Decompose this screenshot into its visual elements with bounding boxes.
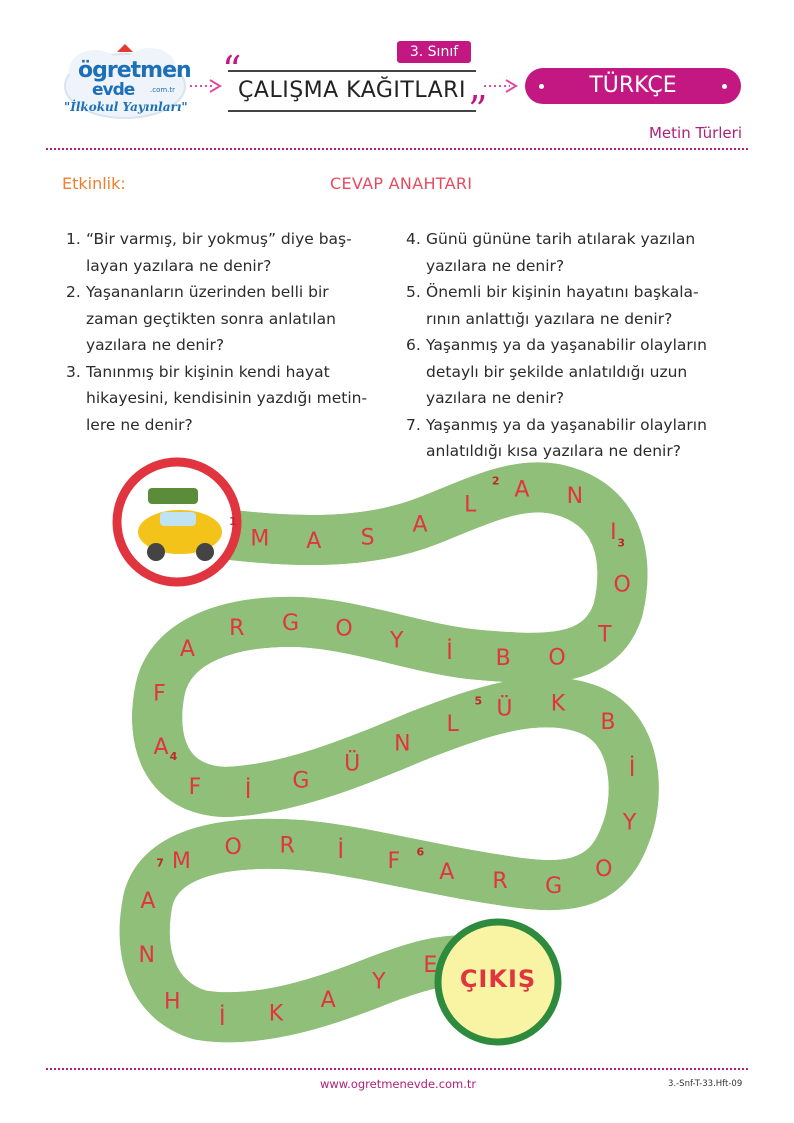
path-letter: M [171, 849, 191, 875]
quote-close-icon: ” [468, 88, 488, 132]
path-letter: A [412, 512, 428, 538]
path-letter: Y [622, 810, 637, 836]
exit-label: ÇIKIŞ [459, 965, 537, 993]
question-line: yazılara ne denir? [426, 389, 565, 407]
path-letter: İ [628, 756, 636, 782]
question-7 [406, 412, 756, 465]
divider-top [46, 148, 748, 150]
question-line: Günü gününe tarih atılarak yazılan [426, 230, 696, 248]
path-letter: Y [390, 628, 404, 654]
path-letter: O [613, 572, 631, 598]
path-letter: A [514, 477, 530, 503]
path-marker: 5 [474, 694, 483, 708]
question-number: 3. [66, 362, 81, 381]
path-letter: G [281, 610, 300, 636]
question-number: 5. [406, 283, 421, 301]
grade-badge: 3. Sınıf [397, 41, 471, 63]
question-line: yazılara ne denir? [86, 336, 225, 354]
path-letter: Y [372, 969, 386, 995]
path-letter: I [610, 519, 617, 545]
path-letter: A [320, 987, 336, 1013]
path-letter: T [598, 622, 612, 648]
path-letter: Ü [496, 696, 513, 722]
path-marker: 7 [156, 856, 164, 870]
path-letter: F [188, 774, 202, 800]
path-letter: S [360, 525, 375, 551]
subject-badge [525, 68, 741, 104]
question-line: Tanınmış bir kişinin kendi hayat [86, 362, 330, 381]
question-1 [66, 226, 386, 279]
footer-url: www.ogretmenevde.com.tr [320, 1077, 477, 1091]
question-line: zaman geçtikten sonra anlatılan [86, 309, 336, 328]
path-letter: İ [244, 779, 252, 805]
path-letter: L [446, 711, 459, 737]
question-4 [406, 226, 756, 279]
path-letter: R [229, 616, 245, 642]
path-marker: 3 [617, 536, 626, 550]
question-line: detaylı bir şekilde anlatıldığı uzun [426, 362, 688, 381]
question-3 [66, 359, 386, 439]
logo-subtitle: "İlkokul Yayınları" [64, 100, 188, 114]
question-line: hikayesini, kendisinin yazdığı metin- [86, 389, 368, 407]
path-letter: İ [446, 639, 453, 665]
dot-icon [539, 84, 544, 89]
path-letter: R [492, 868, 508, 894]
path-letter: G [292, 768, 310, 794]
path-letter: İ [218, 1006, 226, 1032]
question-line: Önemli bir kişinin hayatını başkala- [426, 283, 699, 301]
question-line: “Bir varmış, bir yokmuş” diye baş- [86, 230, 352, 248]
path-letter: A [439, 859, 455, 885]
path-letter: R [279, 833, 295, 859]
question-line: Yaşanmış ya da yaşanabilir olayların [426, 336, 707, 354]
topic-label: Metin Türleri [648, 124, 742, 142]
subject-label: TÜRKÇE [589, 73, 677, 98]
path-letter: O [548, 645, 566, 671]
question-6 [406, 332, 756, 412]
path-letter: A [153, 735, 169, 761]
path-letter: B [600, 709, 616, 735]
question-line: Yaşanmış ya da yaşanabilir olayların [426, 415, 707, 434]
path-marker: 1 [229, 515, 237, 529]
question-number: 1. [66, 230, 81, 248]
path-letter: F [387, 849, 401, 875]
question-line: yazılara ne denir? [426, 256, 565, 275]
answer-key-title: CEVAP ANAHTARI [330, 174, 473, 193]
path-letter: E [423, 953, 438, 979]
path-marker: 2 [491, 474, 500, 488]
path-letter: B [495, 645, 511, 671]
question-line: layan yazılara ne denir? [86, 256, 272, 275]
path-marker: 6 [416, 845, 425, 859]
path-letter: O [595, 857, 613, 883]
question-number: 6. [406, 336, 421, 354]
divider-bottom [46, 1068, 748, 1070]
question-number: 2. [66, 283, 81, 301]
questions-right [406, 226, 756, 465]
path-letter: L [464, 492, 477, 518]
path-letter: A [306, 528, 322, 554]
path-letter: N [138, 942, 156, 968]
logo-text-bottom: evde [92, 80, 135, 100]
path-marker: 4 [169, 749, 178, 763]
path-letter: M [250, 526, 270, 552]
question-number: 4. [406, 230, 421, 248]
path-letter: N [566, 483, 584, 509]
path-letter: O [224, 834, 242, 860]
path-letter: H [163, 989, 181, 1015]
path-letter: K [268, 1001, 284, 1027]
logo-text-top: ögretmen [78, 58, 191, 83]
path-letter: A [179, 636, 195, 662]
question-number: 7. [406, 415, 421, 434]
question-line: lere ne denir? [86, 415, 193, 434]
path-letter: F [153, 681, 166, 707]
questions-left [66, 226, 386, 438]
path-letter: K [550, 691, 566, 717]
path-letter: O [335, 616, 353, 642]
question-2 [66, 279, 386, 359]
question-line: Yaşananların üzerinden belli bir [86, 283, 329, 301]
logo-domain: .com.tr [150, 86, 176, 94]
question-line: rının anlattığı yazılara ne denir? [426, 309, 673, 328]
path-letter: Ü [344, 751, 361, 777]
dot-icon [722, 84, 727, 89]
question-line: anlatıldığı kısa yazılara ne denir? [426, 442, 681, 460]
quote-open-icon: “ [222, 48, 242, 92]
footer-code: 3.-Snf-T-33.Hft-09 [668, 1079, 743, 1089]
worksheet-title: ÇALIŞMA KAĞITLARI [228, 70, 476, 112]
path-letter: İ [337, 839, 345, 865]
path-letter: G [545, 874, 563, 900]
question-5 [406, 279, 756, 332]
start-circle [117, 462, 237, 582]
path-letter: N [394, 731, 411, 757]
activity-label: Etkinlik: [62, 174, 126, 193]
path-letter: A [140, 889, 156, 915]
